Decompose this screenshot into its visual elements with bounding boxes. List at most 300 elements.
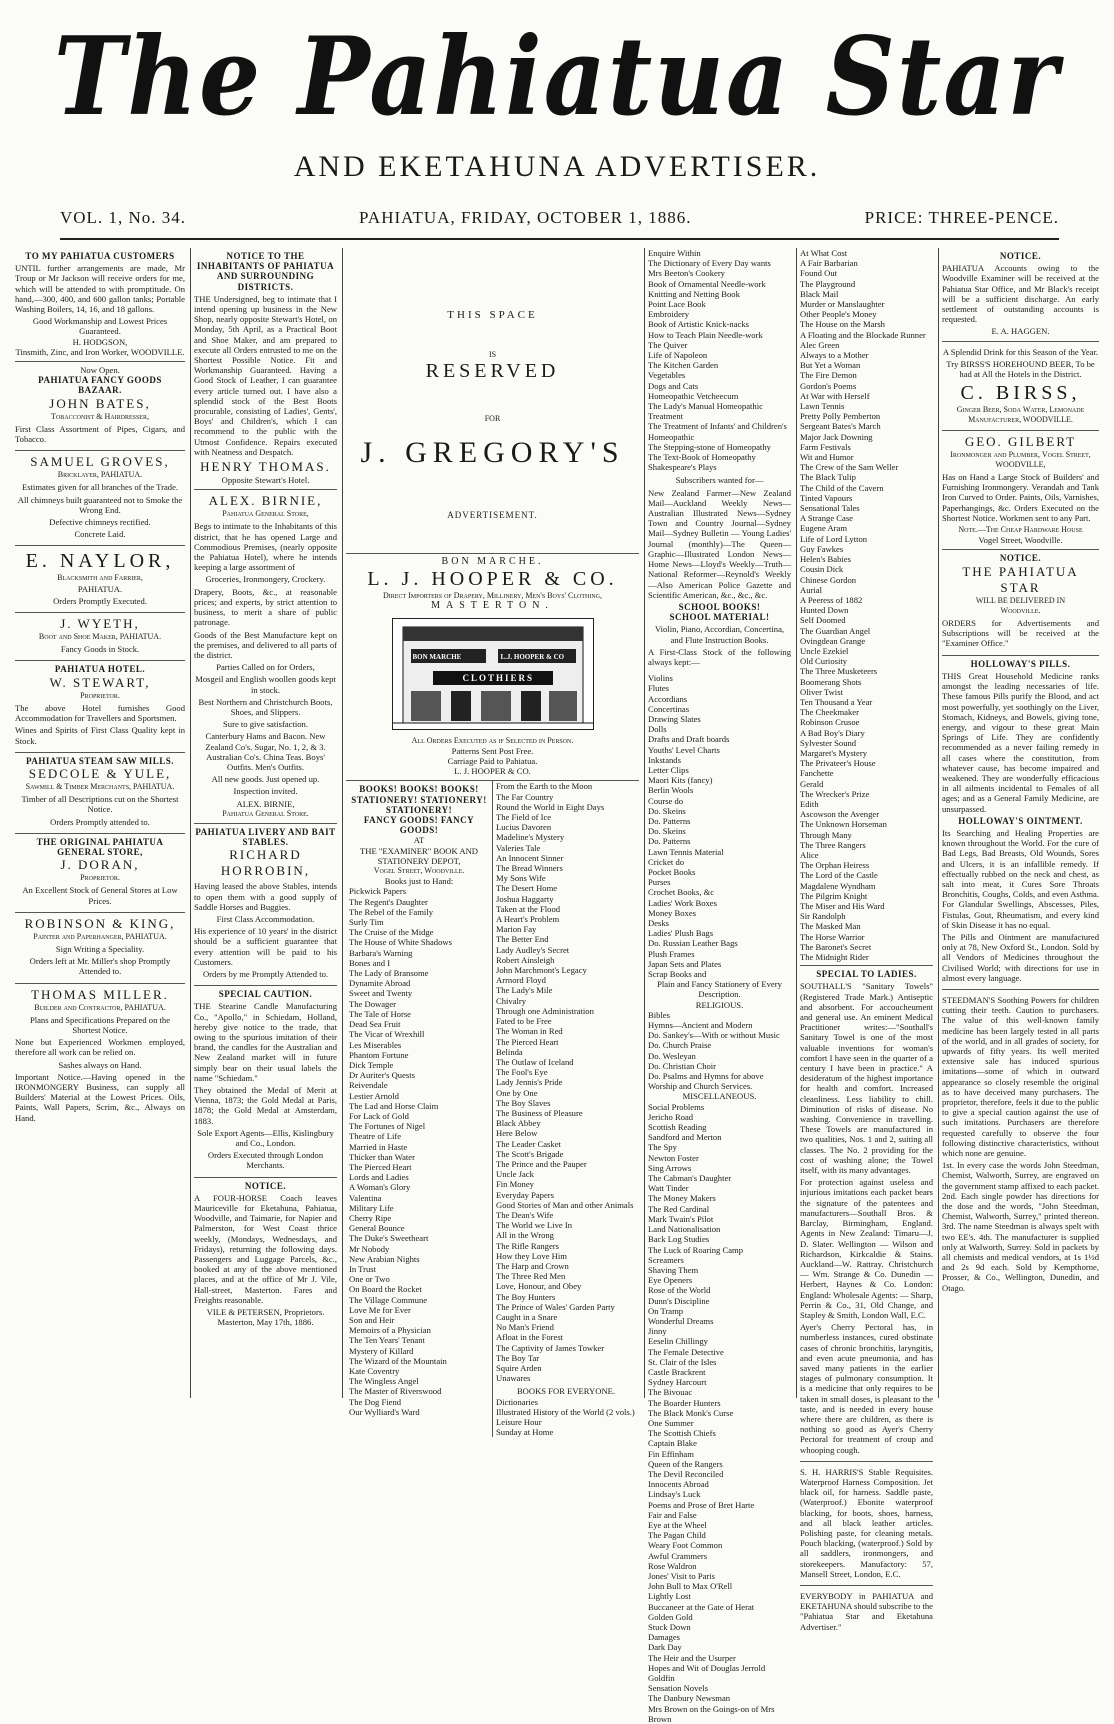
list-item: The Treatment of Infants' and Children's Homeopathic (648, 421, 787, 442)
reserved-line-1: THIS SPACE (447, 309, 538, 321)
list-item: The Rebel of the Family (349, 906, 434, 917)
ad-subhead: Subscribers wanted for— (675, 475, 764, 486)
ad-body: Orders Executed through London Merchants. (207, 1150, 324, 1171)
list-item: From the Earth to the Moon (496, 781, 593, 792)
list-item: Mrs Beeton's Cookery (648, 268, 725, 279)
book-list-b (496, 781, 636, 1383)
groves-ad (15, 451, 185, 546)
ad-body: First Class Accommodation. (216, 913, 315, 924)
list-item: Helen's Babies (800, 554, 851, 565)
ad-body: Try BIRSS'S HOREHOUND BEER, To be had at All the Hotels in the District. (946, 358, 1095, 380)
list-item: A Bad Boy's Diary (800, 727, 865, 738)
list-item: Gordon's Poems (800, 380, 857, 391)
list-item: Do. Skeins (648, 805, 686, 816)
list-item: The World we Live In (496, 1220, 572, 1231)
list-item: Cherry Ripe (349, 1212, 392, 1223)
list-item: Other People's Money (800, 309, 877, 320)
list-item: Cousin Dick (800, 564, 844, 575)
list-item: Vegetables (648, 370, 686, 381)
list-item: The Tale of Horse (349, 1008, 411, 1019)
list-item: Letter Clips (648, 764, 689, 775)
list-item: Uncle Ezekiel (800, 645, 849, 656)
book-list-d (800, 248, 933, 966)
reserved-line-4: FOR (484, 414, 501, 423)
stationery-note: Plain and Fancy Stationery of Every Description. (657, 979, 782, 1000)
list-item: For Lack of Gold (349, 1110, 409, 1121)
column-3 (342, 248, 642, 1438)
list-item: The Harp and Crown (496, 1260, 569, 1271)
list-item: Inkstands (648, 754, 681, 765)
list-item: Shaving Them (648, 1264, 699, 1275)
list-item: Murder or Manslaughter (800, 299, 885, 310)
column-1 (12, 248, 188, 1398)
list-item: Desks (648, 918, 670, 928)
list-item: The Far Country (496, 791, 554, 802)
dateline (60, 208, 1059, 240)
ad-name: L. J. HOOPER & CO. (367, 568, 618, 591)
list-item: Pocket Books (648, 866, 696, 877)
column-2 (190, 248, 340, 1398)
ad-heading: NOTICE. (999, 251, 1042, 261)
list-item: Belinda (496, 1046, 523, 1057)
list-item: Through one Administration (496, 1005, 594, 1016)
list-item: Oliver Twist (800, 686, 843, 697)
misc-heading: MISCELLANEOUS. (682, 1091, 757, 1102)
list-item: Accordians (648, 693, 688, 704)
list-item: The Pierced Heart (349, 1161, 412, 1172)
gilbert-ad (942, 431, 1099, 551)
storefront-illustration (392, 618, 594, 730)
ad-body: Carriage Paid to Pahiatua. (447, 756, 538, 767)
list-item: Course do (648, 795, 684, 806)
ad-body: Estimates given for all branches of the Trade. (21, 482, 179, 493)
ad-heading: NOTICE. (244, 1180, 287, 1191)
list-item: Married in Haste (349, 1141, 408, 1152)
ad-top: BON MARCHE. (441, 556, 544, 567)
list-item: Valeries Tale (496, 842, 541, 853)
ad-place: Woodville. (1000, 605, 1041, 615)
ad-line: Tinsmith, Zinc, and Iron Worker, WOODVILLE. (15, 346, 185, 357)
ad-body: 1st. In every case the words John Steedman, Chemist, Walworth, Surrey, are engraved on the government stamp affixed to each packet. 2nd. Each single powder has directions for the dose and the words, "John Steedman, Chemist, Walworth, Surrey," printed thereon. 3rd. The name Steedman is always spelt with two EE's. 4th. The manufacturer is supplied only at Walworth, Surrey. Sold in packets by all chemists and medical vendors, at 1s 1½d and 2s 9d each. Sold by Kempthorne, Prosser, & Co., Wellington, Dunedin, and Otago. (942, 1160, 1099, 1293)
list-item: Violins (648, 673, 673, 684)
list-item: Eeselin Chillingy (648, 1336, 708, 1347)
ad-heading: HOLLOWAY'S PILLS. (970, 658, 1071, 669)
ad-body: His experience of 10 years' in the district should be a sufficient guarantee that every attention will be paid to his Customers. (194, 926, 337, 967)
birnie-ad (194, 490, 337, 824)
list-item: Squire Arden (496, 1363, 542, 1373)
list-item: Dr Auriter's Quests (349, 1070, 415, 1081)
list-item: The Three Red Men (496, 1271, 566, 1282)
ad-body: Sole Export Agents—Ellis, Kislingbury and Co., London. (197, 1127, 334, 1149)
list-item: Sensational Tales (800, 503, 860, 514)
list-item: The Boy Slaves (496, 1097, 551, 1108)
list-item: Point Lace Book (648, 299, 706, 310)
list-item: Weary Foot Common (648, 1540, 723, 1551)
list-item: The Pagan Child (648, 1530, 706, 1541)
list-item: The Desert Home (496, 883, 558, 894)
list-item: Lawn Tennis (800, 401, 845, 412)
ad-body: Inspection invited. (233, 786, 298, 797)
list-item: Robert Ainsleigh (496, 954, 555, 965)
list-item: Barbara's Warning (349, 947, 413, 958)
ad-body: Concrete Laid. (74, 529, 126, 540)
ad-body: The Pills and Ointment are manufactured only at 78, New Oxford St., London. Sold by all Vendors of Medicines throughout the Civilised World; with directions for use in almost every language. (942, 931, 1099, 983)
list-item: The Quiver (648, 339, 688, 350)
list-item: Sandford and Merton (648, 1132, 722, 1143)
books-everyone-heading: BOOKS FOR EVERYONE. (516, 1386, 616, 1397)
ad-body: Orders by me Promptly Attended to. (202, 968, 329, 979)
ad-body: A First-Class Stock of the following always kept:— (648, 646, 791, 667)
list-item: Sergeant Bates's March (800, 421, 881, 432)
ad-heading: PAHIATUA FANCY GOODS BAZAAR. (38, 375, 162, 396)
star-notice (942, 550, 1099, 655)
list-item: The Female Detective (648, 1346, 724, 1357)
ad-body: Plans and Specifications Prepared on the Shortest Notice. (29, 1014, 171, 1035)
hodgson-ad (15, 248, 185, 362)
ad-name: RICHARD HORROBIN, (220, 847, 311, 879)
ad-line: WILL BE DELIVERED IN (975, 595, 1066, 605)
list-item: The Outlaw of Iceland (496, 1056, 574, 1067)
religious-heading: RELIGIOUS. (695, 999, 744, 1010)
ad-body: None but Experienced Workmen employed, therefore all work can be relied on. (15, 1037, 185, 1058)
list-item: One Summer (648, 1417, 694, 1428)
list-item: Illustrated History of the World (2 vols.) (496, 1406, 635, 1417)
list-item: Phantom Fortune (349, 1049, 409, 1060)
ad-place: Vogel Street, Woodville. (373, 866, 465, 876)
list-item: New Arabian Nights (349, 1253, 420, 1264)
list-item: The Lad and Horse Claim (349, 1100, 439, 1111)
ad-line: Proprietor. (80, 873, 120, 883)
list-item: Golden Gold (648, 1611, 693, 1622)
list-item: Mark Twain's Pilot (648, 1213, 714, 1224)
ad-heading: THE ORIGINAL PAHIATUA GENERAL STORE, (36, 836, 164, 857)
list-item: A Peeress of 1882 (800, 594, 863, 605)
ad-heading: PAHIATUA STEAM SAW MILLS. (25, 755, 175, 766)
ad-name: GEO. GILBERT (964, 433, 1077, 449)
list-item: Ovingdean Grange (800, 635, 866, 646)
ad-signature: VILE & PETERSEN, Proprietors. (206, 1307, 325, 1318)
list-item: Valentina (349, 1192, 382, 1203)
ad-body: Its Searching and Healing Properties are known throughout the World. For the cure of Bad Legs, Bad Breasts, Old Wounds, Sores and Ulcers, it is an infallible remedy. If effectually rubbed on the neck and chest, as salt into meat, it Cures Sore Throats Bronchitis, Coughs, Colds, and even Asthma. For Glandular Swellings, Abscesses, Piles, Fistulas, Gout, Rheumatism, and every kind of Skin Disease it has no equal. (942, 827, 1099, 930)
coach-ad (194, 1178, 337, 1332)
list-item: The Midnight Rider (800, 952, 869, 963)
list-item: Life of Napoleon (648, 350, 708, 361)
list-item: Do. Patterns (648, 815, 691, 826)
reserved-line-3: RESERVED (425, 360, 560, 382)
ad-note: Note.—The Cheap Hardware House (958, 525, 1083, 535)
list-item: Do. Wesleyan (648, 1050, 696, 1061)
list-item: Found Out (800, 268, 838, 279)
list-item: The Pierced Heart (496, 1036, 559, 1047)
list-item: The Black Monk's Curse (648, 1407, 734, 1418)
list-item: Do. Church Praise (648, 1040, 712, 1051)
list-item: The Wizard of the Mountain (349, 1355, 447, 1366)
list-item: The Field of Ice (496, 812, 552, 823)
volume-number: VOL. 1, No. 34. (60, 208, 186, 227)
steedman-ad (942, 990, 1099, 1299)
list-item: Lawn Tennis Material (648, 846, 724, 857)
list-item: Alec Green (800, 339, 840, 350)
list-item: The Dean's Wife (496, 1209, 554, 1220)
reserved-line-6: ADVERTISEMENT. (447, 510, 538, 520)
list-item: Bibles (648, 1009, 670, 1020)
ad-heading: PAHIATUA HOTEL. (54, 664, 146, 675)
list-item: The Dowager (349, 998, 397, 1009)
list-item: Sir Randolph (800, 911, 846, 922)
list-item: Kate Coventry (349, 1366, 400, 1376)
ad-body: The above Hotel furnishes Good Accommodation for Travellers and Sportsmen. (15, 702, 185, 724)
ad-heading: STATIONERY! STATIONERY! STATIONERY! (351, 794, 487, 815)
list-item: Plush Frames (648, 948, 695, 959)
list-item: Lady Jennis's Pride (496, 1077, 563, 1088)
list-item: Dynamite Abroad (349, 978, 411, 989)
list-item: A Woman's Glory (349, 1182, 411, 1193)
ad-body: An Excellent Stock of General Stores at Low Prices. (22, 885, 178, 906)
list-item: Fin Money (496, 1179, 534, 1190)
list-item: Do. Russian Leather Bags (648, 938, 738, 949)
list-item: Do. Sankey's—With or without Music (648, 1030, 780, 1041)
list-item: Dick Temple (349, 1059, 394, 1070)
ad-body: Goods of the Best Manufacture kept on the premises, and delivered to all parts of the district. (194, 629, 337, 660)
list-item: Surly Tim (349, 917, 384, 928)
list-item: The House of White Shadows (349, 937, 452, 948)
list-item: The Scottish Chiefs (648, 1428, 716, 1439)
list-item: Tinted Vapours (800, 492, 853, 503)
list-item: The Boy Tar (496, 1352, 540, 1363)
list-item: Chinese Gordon (800, 574, 857, 585)
list-item: On Board the Rocket (349, 1284, 422, 1295)
list-item: Screamers (648, 1254, 684, 1265)
list-item: Book of Artistic Knick-nacks (648, 319, 749, 330)
ad-heading: SPECIAL CAUTION. (218, 989, 313, 1000)
ad-tagline: Good Workmanship and Lowest Prices Guaranteed. (32, 316, 168, 337)
list-item: The Spy (648, 1142, 677, 1153)
ad-line: Bricklayer, PAHIATUA. (57, 470, 143, 480)
list-item: Chivalry (496, 995, 527, 1006)
list-item: St. Clair of the Isles (648, 1356, 717, 1367)
list-item: At What Cost (800, 248, 848, 258)
ad-body: Canterbury Hams and Bacon. New Zealand Co's. Sugar, No. 1, 2, & 3. Australian Co's. China Teas. Boys' Outfits. Men's Outfits. (205, 731, 326, 772)
holloway-ad (942, 656, 1099, 990)
ad-name: SEDCOLE & YULE, (28, 765, 172, 781)
stewart-ad (15, 661, 185, 752)
list-item: Boomerang Shots (800, 676, 862, 687)
list-item: Castle Brackrent (648, 1366, 706, 1377)
list-item: The Fool's Eye (496, 1067, 548, 1078)
ad-heading: NOTICE TO THE INHABITANTS OF PAHIATUA AND SURROUNDING DISTRICTS. (196, 251, 335, 292)
list-item: Dark Day (648, 1642, 682, 1653)
ad-body: UNTIL further arrangements are made, Mr Troup or Mr Jackson will receive orders for me, which will be attended to with promptitude. On hand,—300, 400, and 600 gallon tanks; Portable Washing Boilers, 14, 16, and 18 gallons. (15, 263, 185, 315)
store-sign-1: BON MARCHE (412, 652, 462, 661)
list-item: Self Doomed (800, 615, 846, 626)
ad-line: Boot and Shoe Maker, PAHIATUA. (38, 632, 162, 642)
list-item: Damages (648, 1632, 680, 1643)
list-item: Dogs and Cats (648, 380, 699, 391)
subscribers-ad (648, 472, 791, 673)
list-item: Do. Skeins (648, 826, 686, 837)
reserved-space-ad (346, 248, 639, 554)
list-item: The Bivouac (648, 1387, 693, 1398)
books-right (492, 781, 639, 1437)
ad-body: Sign Writing a Speciality. (55, 943, 145, 954)
list-item: Lucius Davoren (496, 822, 552, 833)
list-item: The Master of Riverswood (349, 1386, 442, 1397)
list-item: Fair and False (648, 1509, 697, 1520)
ad-name: ROBINSON & KING, (24, 915, 176, 931)
ad-line: Ginger Beer, Soda Water, Lemonade Manufacturer, WOODVILLE. (956, 405, 1085, 425)
ad-body: THE Undersigned, beg to intimate that I intend opening up business in the New Shop, nearly opposite Stewart's Hotel, on Monday, 5th April, as a Practical Boot and Shoe Maker, and am prepared to execute all Orders entrusted to me on the Shortest Possible Notice. Fit and Workmanship Guaranteed. Having a Good Stock of Leather, I can guarantee every article turned out. I have also a splendid stock of the Best Boots procurable, consisting of Ladies', Gents', Boys' and Children's, which I can recommend to the public with the Utmost Confidence. Repairs executed with Neatness and Despatch. (194, 293, 337, 457)
list-item: Poems and Prose of Bret Harte (648, 1499, 755, 1510)
ad-body: ORDERS for Advertisements and Subscriptions will be received at the "Examiner Office." (942, 618, 1099, 649)
birss-ad (942, 342, 1099, 431)
list-item: Wonderful Dreams (648, 1315, 714, 1326)
list-item: At War with Herself (800, 390, 870, 401)
ad-body: STEEDMAN'S Soothing Powers for children cutting their teeth. Caution to purchasers. The value of this well-known family medicine has been largely tested in all parts of the world, and in all grades of society, for upwards of fifty years. Its well merited extensive sale has induced spurious imitations—some of which in outward appearance so closely resemble the original as to have deceived many purchasers. The proprietor, therefore, feels it due to the public to give a special caution against the use of such imitations. Purchasers are therefore requested carefully to observe the four following distinctive characteristics, without which none are genuine. (942, 994, 1099, 1159)
price: PRICE: THREE-PENCE. (864, 208, 1059, 227)
list-item: The Pilgrim Knight (800, 890, 868, 901)
list-item: The Wrecker's Prize (800, 788, 870, 799)
list-item: Lady Audley's Secret (496, 944, 570, 955)
book-list-everyone (496, 1397, 636, 1438)
ad-body: THE Stearine Candle Manufacturing Co., "Apollo," in Schiedam, Holland, hereby give notice to the trade, that owing to the spurious imitation of their brand, the candles for the Australian and New Zealand market will in future simply bear on their usual labels the name "Schiedam." (194, 1001, 337, 1083)
place-date: PAHIATUA, FRIDAY, OCTOBER 1, 1886. (359, 208, 692, 227)
column-5 (796, 248, 936, 1632)
list-item: The Masked Man (800, 921, 861, 932)
list-item: Innocents Abroad (648, 1479, 709, 1490)
list-item: Reivendale (349, 1080, 388, 1091)
list-item: Homeopathic Vetcheecum (648, 390, 739, 401)
list-item: Watt Tinder (648, 1183, 689, 1194)
ad-at: AT (413, 835, 425, 846)
list-item: Dead Sea Fruit (349, 1019, 401, 1030)
newspaper-title: The Pahiatua Star (53, 13, 1061, 140)
list-item: Alice (800, 849, 819, 860)
ad-body: Has on Hand a Large Stock of Builders' and Furnishing Ironmongery. Verandah and Tank Iron Curved to Order. Paints, Oils, Varnishes, Paperhangings, &c. Orders Executed on the Shortest Notice. Workmen sent to any Part. (942, 472, 1099, 523)
ad-name: THE PAHIATUA STAR (962, 563, 1079, 595)
list-item: Major Jack Downing (800, 431, 873, 442)
list-item: Here Below (496, 1128, 538, 1139)
list-item: Jinny (648, 1326, 667, 1337)
list-item: The Fire Demon (800, 370, 857, 381)
list-item: Afloat in the Forest (496, 1332, 564, 1343)
list-item: Joshua Haggarty (496, 893, 554, 904)
ad-body: PAHIATUA Accounts owing to the Woodville Examiner will be received at the Pahiatua Star Office, and Mr Black's receipt will be a sufficient discharge. An early settlement of outstanding accounts is requested. (942, 263, 1099, 325)
list-item: Buccaneer at the Gate of Herat (648, 1601, 755, 1612)
ad-body: Defective chimneys rectified. (49, 517, 151, 528)
list-item: Aurial (800, 584, 822, 595)
list-item: The Wingless Angel (349, 1376, 419, 1387)
list-item: Wit and Humor (800, 452, 854, 463)
ad-name: THE "EXAMINER" BOOK AND STATIONERY DEPOT, (359, 845, 478, 866)
ad-name: W. STEWART, (49, 674, 151, 690)
list-item: The Regent's Daughter (349, 896, 428, 907)
list-item: In Trust (349, 1263, 376, 1274)
list-item: Jericho Road (648, 1111, 694, 1122)
ad-body: Ayer's Cherry Pectoral has, in numberless instances, cured obstinate cases of chronic bronchitis, laryngitis, and even acute pneumonia, and has saved many patients in the earlier stages of pulmonary consumption. It is a medicine that only requires to be taken in small doses, is pleasant to the taste, and is needed in every house where there are children, as there is nothing so good as Ayer's Cherry Pectoral for treatment of croup and whooping cough. (800, 1322, 933, 1455)
ad-body: Orders left at Mr. Miller's shop Promptly Attended to. (29, 956, 171, 977)
list-item: Enquire Within (648, 248, 701, 258)
list-item: The Vicar of Wrexhill (349, 1029, 425, 1040)
ad-body: Patterns Sent Post Free. (451, 745, 534, 756)
list-item: Fated to be Free (496, 1016, 552, 1027)
list-item: Goldfin (648, 1673, 675, 1684)
list-item: Good Stories of Man and other Animals (496, 1199, 634, 1210)
list-item: The Cruise of the Midge (349, 927, 434, 938)
list-item: The House on the Marsh (800, 319, 885, 330)
ad-body: S. H. HARRIS'S Stable Requisites. Waterproof Harness Composition. Jet black oil, for harness. Saddle paste, (Waterproof.) Ebonite waterproof blacking, for boots, shoes, harness, and all black leather articles. Polishing paste, for cleaning metals. Pouch blacking, (waterproof.) Sold by all saddlers, ironmongers, and storekeepers. Manufactory: 57, Mansell Street, London, E.C. (800, 1466, 933, 1579)
list-item: Sydney Harcourt (648, 1377, 707, 1388)
ad-body: First Class Assortment of Pipes, Cigars, and Tobacco. (15, 423, 185, 445)
list-item: One or Two (349, 1274, 390, 1285)
list-item: Unawares (496, 1373, 531, 1384)
ad-body: New Zealand Farmer—New Zealand Mail—Auckland Weekly News—Australian Illustrated News—Sydney Town and Country Journal—Sydney Mail—Sydney Bulletin — Young Ladies' Journal (monthly)—The Queen—Graphic—Illustrated London News—Home News—Lloyd's Weekly—Truth—National Reformer—Reynold's Weekly—Also American Police Gazette and Scientific American, &c., &c., &c. (648, 487, 791, 600)
ad-line: Ironmonger and Plumber, Vogel Street, WOODVILLE, (950, 449, 1091, 469)
list-item: A Heart's Problem (496, 914, 560, 925)
ad-signature: L. J. HOOPER & CO. (454, 766, 531, 777)
ad-name: J. WYETH, (60, 616, 140, 632)
ad-body: Orders Promptly Executed. (53, 595, 147, 606)
list-item: Ascowson the Avenger (800, 809, 880, 820)
ad-body: Parties Called on for Orders, (216, 662, 315, 673)
list-item: Sunday at Home (496, 1427, 554, 1438)
list-item: The Money Makers (648, 1193, 716, 1204)
ad-line: Opposite Stewart's Hotel. (221, 475, 310, 486)
list-item: Money Boxes (648, 907, 696, 918)
list-item: Hunted Down (800, 605, 849, 616)
list-item: Eye Openers (648, 1275, 693, 1286)
caution-ad (194, 986, 337, 1177)
ad-subhead: Books just to Hand: (384, 876, 454, 887)
list-item: Fin Effinham (648, 1448, 694, 1459)
ad-body: Timber of all Descriptions cut on the Shortest Notice. (21, 794, 179, 815)
list-item: A Strange Case (800, 513, 853, 524)
list-item: Marion Fay (496, 924, 537, 935)
list-item: The Prince and the Pauper (496, 1158, 587, 1169)
list-item: Captain Blake (648, 1438, 697, 1449)
ad-body: Drapery, Boots, &c., at reasonable prices; and experts, by strict attention to business, to merit a share of public patronage. (194, 586, 337, 628)
ad-line: Painter and Paperhanger, PAHIATUA. (33, 931, 167, 941)
ad-body: All new goods. Just opened up. (211, 774, 320, 785)
list-item: Youths' Level Charts (648, 744, 720, 755)
ad-heading: NOTICE. (999, 553, 1042, 564)
ad-line: Direct Importers of Drapery, Millinery, Men's Boys' Clothing, (383, 591, 602, 601)
list-item: Drafts and Draft boards (648, 734, 730, 745)
list-item: Arrnord Floyd (496, 975, 546, 986)
list-item: The Village Commune (349, 1294, 428, 1305)
list-item: Uncle Jack (496, 1169, 534, 1180)
list-item: The Luck of Roaring Camp (648, 1244, 743, 1255)
list-item: The Lady's Manual Homeopathic Treatment (648, 401, 763, 422)
ad-heading: FANCY GOODS! FANCY GOODS! (363, 815, 475, 836)
list-item: Black Mail (800, 288, 839, 299)
list-item: Rose of the World (648, 1285, 711, 1296)
sedcole-ad (15, 753, 185, 834)
list-item: One by One (496, 1087, 538, 1098)
list-item: Japan Sets and Plates (648, 958, 722, 969)
reserved-line-2: IS (488, 350, 497, 359)
list-item: All in the Wrong (496, 1230, 554, 1241)
list-item: Our Wylliard's Ward (349, 1406, 420, 1417)
list-item: The Three Musketeers (800, 666, 878, 677)
book-list-a (349, 886, 489, 1417)
list-item: Theatre of Life (349, 1131, 402, 1142)
misc-list (648, 1102, 791, 1724)
ad-line: Blacksmith and Farrier, (57, 573, 143, 583)
ad-name: C. BIRSS, (960, 382, 1081, 405)
list-item: Black Abbey (496, 1118, 541, 1129)
list-item: Do. Psalms and Hymns for above Worship and Church Services. (648, 1071, 764, 1092)
doran-ad (15, 834, 185, 913)
